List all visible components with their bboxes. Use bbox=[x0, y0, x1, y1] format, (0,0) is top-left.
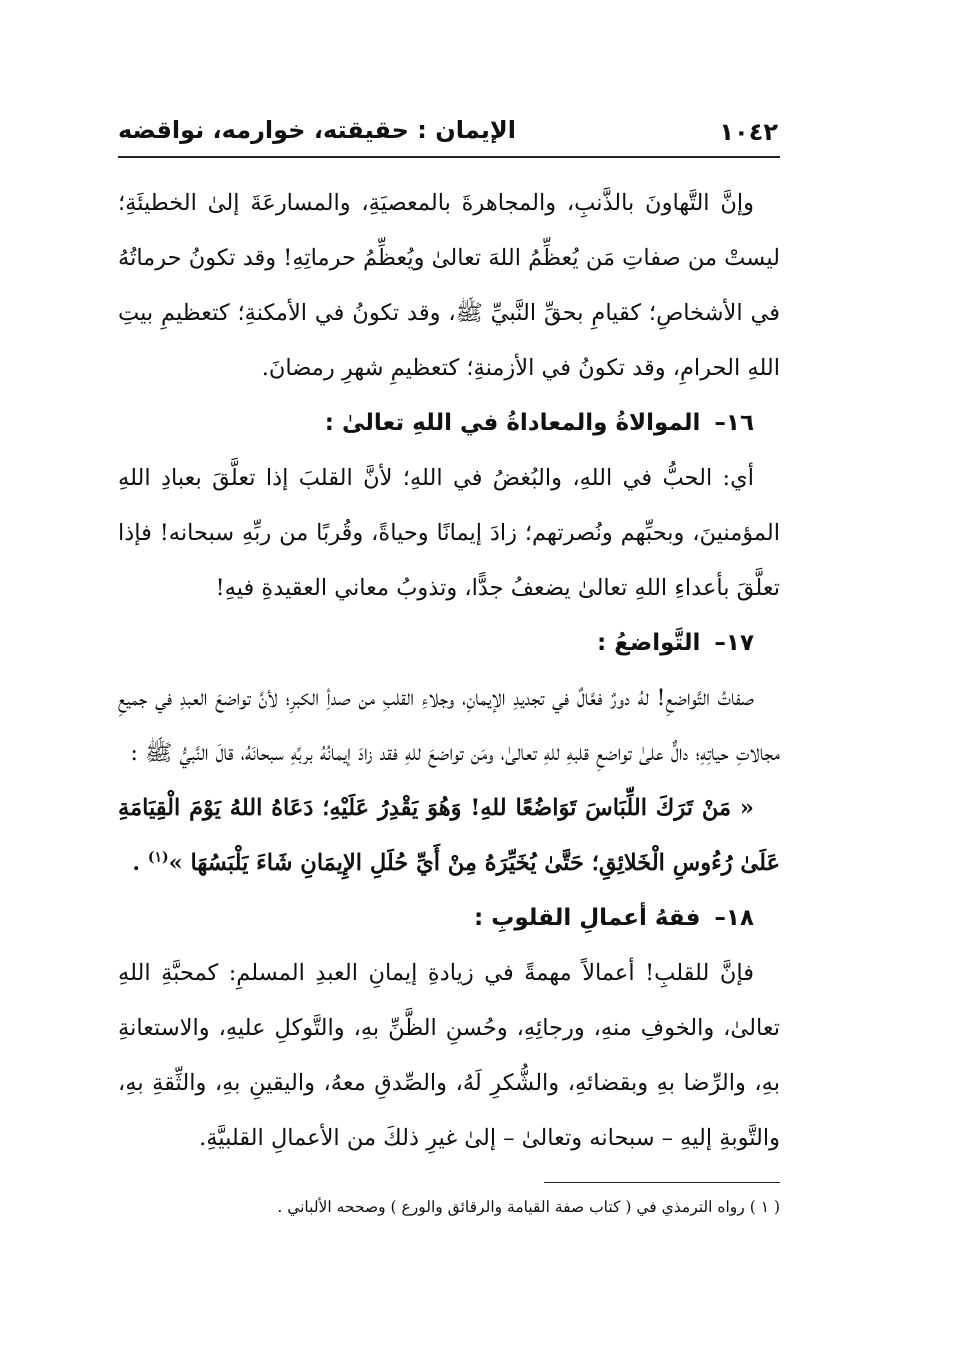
heading-18-title: فقهُ أعمالِ القلوبِ : bbox=[474, 905, 701, 931]
body-text bbox=[118, 176, 780, 1166]
paragraph-humility: صفاتُ التَّواضعِ! لهُ دورٌ فعَّالٌ في تجديدِ الإيمانِ، وجلاءِ القلبِ من صدأِ الكبرِ؛ لأنَّ تواضعَ العبدِ في جميعِ مجالاتِ حياتِهِ؛ دالٌّ علىٰ تواضعِ قلبهِ للهِ تعالىٰ، ومَن تواضعَ للهِ فقد زادَ إيمانُهُ بربِّهِ سبحانَهُ، قالَ النَّبيُّ ﷺ : bbox=[118, 685, 780, 766]
heading-17-number: ١٧– bbox=[714, 630, 754, 656]
heading-18-number: ١٨– bbox=[714, 905, 754, 931]
paragraph-loyalty: أي: الحبُّ في اللهِ، والبُغضُ في اللهِ؛ لأنَّ القلبَ إذا تعلَّقَ بعبادِ اللهِ المؤمنينَ، وبحبِّهم ونُصرتهم؛ زادَ إيمانًا وحياةً، وقُربًا من ربِّهِ سبحانه! فإذا تعلَّقَ بأعداءِ اللهِ تعالىٰ يضعفُ جدًّا، وتذوبُ معاني العقيدةِ فيهِ! bbox=[118, 465, 780, 601]
footnote: ( ١ ) رواه الترمذي في ( كتاب صفة القيامة والرقائق والورع ) وصححه الألباني . bbox=[277, 1198, 780, 1216]
heading-18 bbox=[118, 891, 780, 946]
header-rule bbox=[118, 156, 780, 158]
heading-16 bbox=[118, 396, 780, 451]
paragraph-heart-deeds: فإنَّ للقلبِ! أعمالاً مهمةً في زيادةِ إيمانِ العبدِ المسلمِ: كمحبَّةِ اللهِ تعالىٰ، والخوفِ منهِ، ورجائِهِ، وحُسنِ الظَّنِّ بهِ، والتَّوكلِ عليهِ، والاستعانةِ بهِ، والرِّضا بهِ وبقضائهِ، والشُّكرِ لَهُ، والصِّدقِ معهُ، واليقينِ بهِ، والثِّقةِ بهِ، والتَّوبةِ إليهِ – سبحانه وتعالىٰ – إلىٰ غيرِ ذلكَ من الأعمالِ القلبيَّةِ. bbox=[118, 960, 780, 1151]
running-header bbox=[118, 112, 778, 152]
heading-16-number: ١٦– bbox=[714, 410, 754, 436]
heading-17-title: التَّواضعُ : bbox=[597, 630, 701, 656]
footnote-rule bbox=[544, 1182, 780, 1183]
running-title: الإيمان : حقيقته، خوارمه، نواقضه bbox=[118, 116, 516, 144]
hadith-quote-text: « مَنْ تَرَكَ اللِّبَاسَ تَوَاضُعًا للهِ! وَهُوَ يَقْدِرُ عَلَيْهِ؛ دَعَاهُ اللهُ يَوْمَ الْقِيَامَةِ عَلَىٰ رُءُوسِ الْخَلائِقِ؛ حَتَّىٰ يُخَيِّرَهُ مِنْ أَيِّ حُلَلِ الإِيمَانِ شَاءَ يَلْبَسُهَا » bbox=[118, 795, 780, 876]
paragraph-reverence: وإنَّ التَّهاونَ بالذَّنبِ، والمجاهرةَ بالمعصيَةِ، والمسارعَةَ إلىٰ الخطيئَةِ؛ ليستْ من صفاتِ مَن يُعظِّمُ اللهَ تعالىٰ ويُعظِّمُ حرماتِهِ! وقد تكونُ حرماتُهُ في الأشخاصِ؛ كقيامِ بحقِّ النَّبيِّ ﷺ، وقد تكونُ في الأمكنةِ؛ كتعظيمِ بيتِ اللهِ الحرامِ، وقد تكونُ في الأزمنةِ؛ كتعظيمِ شهرِ رمضانَ. bbox=[118, 190, 780, 381]
page-number: ١٠٤٢ bbox=[719, 118, 778, 146]
hadith-quote: « مَنْ تَرَكَ اللِّبَاسَ تَوَاضُعًا للهِ! وَهُوَ يَقْدِرُ عَلَيْهِ؛ دَعَاهُ اللهُ يَوْمَ الْقِيَامَةِ عَلَىٰ رُءُوسِ الْخَلائِقِ؛ حَتَّىٰ يُخَيِّرَهُ مِنْ أَيِّ حُلَلِ الإِيمَانِ شَاءَ يَلْبَسُهَا »$^{(١)}$ . bbox=[118, 795, 780, 876]
heading-17 bbox=[118, 616, 780, 671]
heading-16-title: الموالاةُ والمعاداةُ في اللهِ تعالىٰ : bbox=[324, 410, 701, 436]
footnote-reference: (١) bbox=[147, 849, 169, 866]
